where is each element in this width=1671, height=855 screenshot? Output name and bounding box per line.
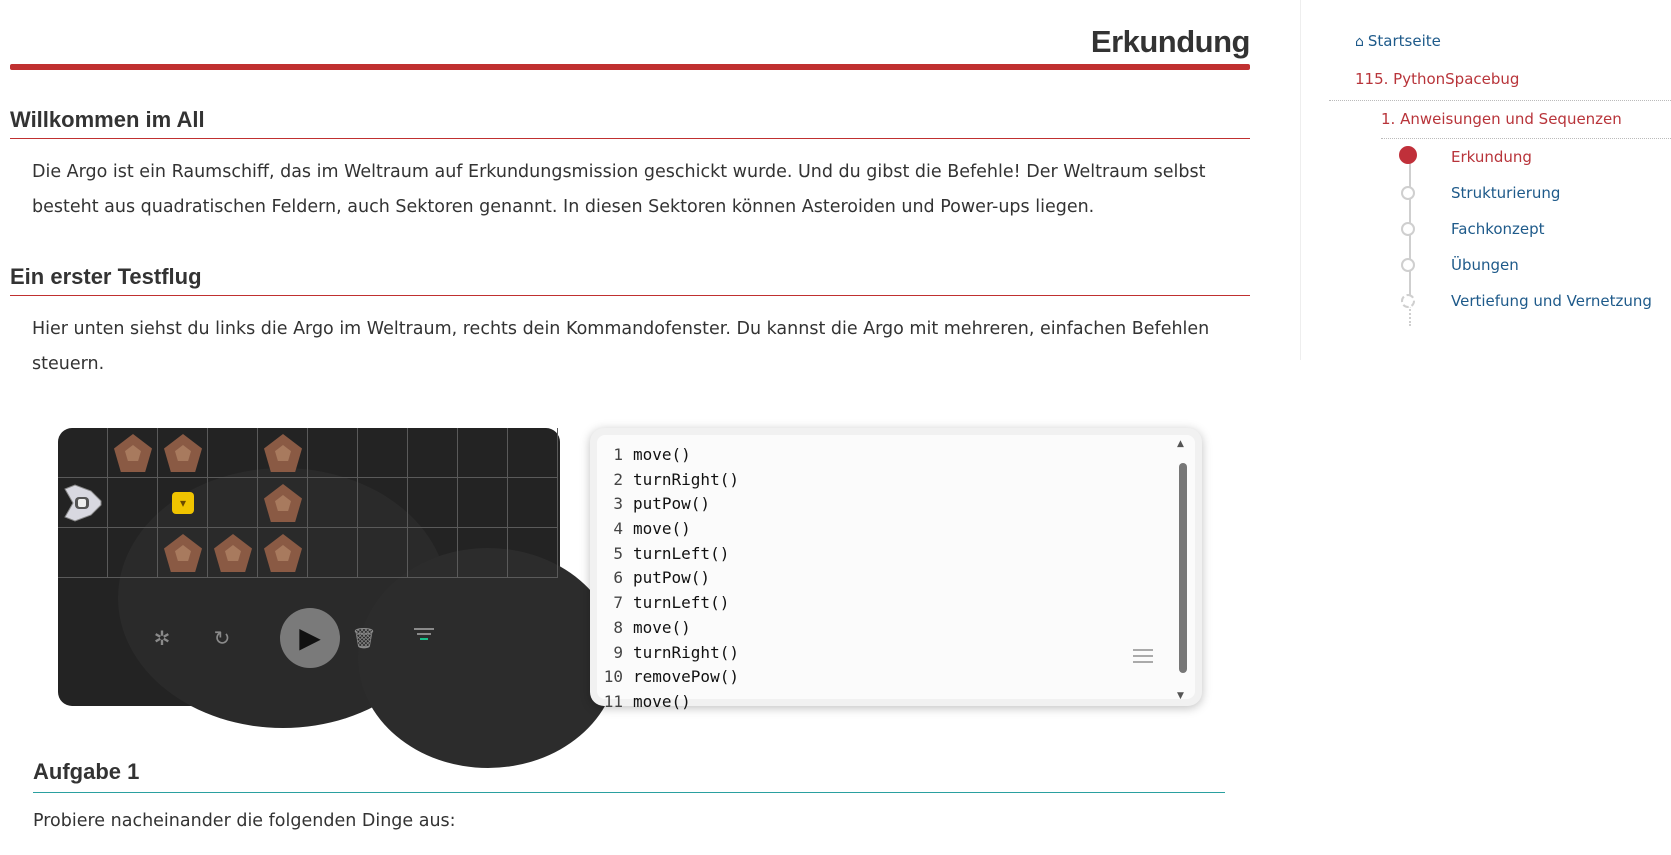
- sidebar-item-erkundung[interactable]: Erkundung: [1451, 148, 1532, 166]
- code-line[interactable]: [597, 641, 739, 666]
- code-line[interactable]: [597, 616, 739, 641]
- code-editor[interactable]: [597, 435, 1195, 711]
- code-text: move(): [633, 691, 691, 711]
- sidebar-home-link[interactable]: [1355, 32, 1441, 50]
- spacebug-widget: [10, 428, 1250, 728]
- code-text: move(): [633, 617, 691, 637]
- section-heading-welcome: Willkommen im All: [10, 106, 1250, 139]
- grid-cell: [408, 528, 458, 578]
- line-number: 10: [603, 667, 623, 687]
- grid-cell: [408, 428, 458, 478]
- main-content: [10, 0, 1250, 728]
- grid-cell: [108, 528, 158, 578]
- code-text: turnRight(): [633, 642, 739, 662]
- progress-dot: [1401, 222, 1415, 236]
- code-line[interactable]: [597, 690, 739, 715]
- grid-cell: [208, 478, 258, 528]
- grid-cell: [108, 478, 158, 528]
- line-number: 8: [613, 617, 623, 637]
- line-number: 4: [613, 519, 623, 539]
- powerup: ▾: [172, 492, 194, 514]
- ship-argo: [61, 481, 105, 525]
- code-line[interactable]: [597, 517, 739, 542]
- code-text: putPow(): [633, 494, 711, 514]
- code-text: removePow(): [633, 667, 739, 687]
- grid-cell: [508, 428, 558, 478]
- code-line[interactable]: [597, 492, 739, 517]
- grid-cell: [308, 528, 358, 578]
- code-text: turnRight(): [633, 469, 739, 489]
- grid-cell: [458, 528, 508, 578]
- home-label: Startseite: [1367, 32, 1441, 50]
- grid-cell: [308, 478, 358, 528]
- sidebar-course-link[interactable]: 115. PythonSpacebug: [1355, 70, 1520, 88]
- progress-dot: [1401, 186, 1415, 200]
- reset-icon[interactable]: ↻: [213, 626, 231, 650]
- line-number: 7: [613, 593, 623, 613]
- sidebar-item-vertiefung[interactable]: Vertiefung und Vernetzung: [1451, 292, 1652, 310]
- scroll-thumb[interactable]: [1179, 463, 1187, 673]
- section-heading-testflight: Ein erster Testflug: [10, 263, 1250, 296]
- scroll-down-icon[interactable]: ▼: [1177, 691, 1184, 701]
- code-line[interactable]: [597, 566, 739, 591]
- line-number: 9: [613, 642, 623, 662]
- line-number: 11: [603, 691, 623, 711]
- grid-cell: [358, 428, 408, 478]
- code-line[interactable]: [597, 591, 739, 616]
- task-text: Probiere nacheinander die folgenden Dinge aus:: [33, 811, 456, 831]
- grid-cell: [408, 478, 458, 528]
- progress-dot: [1401, 258, 1415, 272]
- grid-cell: [458, 428, 508, 478]
- code-text: putPow(): [633, 568, 711, 588]
- code-text: move(): [633, 519, 691, 539]
- grid-cell: [58, 528, 108, 578]
- code-line[interactable]: [597, 468, 739, 493]
- code-text: move(): [633, 445, 691, 464]
- code-lines[interactable]: [597, 443, 739, 715]
- testflight-text: Hier unten siehst du links die Argo im Weltraum, rechts dein Kommandofenster. Du kannst die Argo mit mehreren, einfachen Befehlen steuern.: [32, 319, 1210, 374]
- line-number: 1: [613, 445, 623, 464]
- editor-scrollbar[interactable]: [1177, 439, 1187, 701]
- line-number: 3: [613, 494, 623, 514]
- title-rule: [10, 64, 1250, 70]
- line-number: 2: [613, 469, 623, 489]
- code-line[interactable]: [597, 443, 739, 468]
- line-number: 6: [613, 568, 623, 588]
- divider: [1381, 138, 1671, 139]
- command-window: [590, 428, 1202, 711]
- play-icon: ▶: [299, 621, 321, 654]
- game-panel: [58, 428, 560, 706]
- speed-icon[interactable]: [410, 624, 438, 652]
- random-icon[interactable]: ✲: [153, 626, 171, 650]
- code-line[interactable]: [597, 542, 739, 567]
- code-line[interactable]: [597, 665, 739, 690]
- code-text: turnLeft(): [633, 543, 730, 563]
- progress-dot-active: [1399, 146, 1417, 164]
- sidebar-nav: [1300, 0, 1671, 360]
- divider: [1329, 100, 1671, 101]
- game-controls: [58, 578, 560, 706]
- home-icon: ⌂: [1355, 34, 1364, 50]
- page-title: Erkundung: [1090, 24, 1250, 59]
- trash-icon[interactable]: 🗑: [351, 626, 377, 650]
- line-number: 5: [613, 543, 623, 563]
- grid-cell: [358, 478, 408, 528]
- code-text: turnLeft(): [633, 593, 730, 613]
- hamburger-menu-icon[interactable]: [1133, 645, 1153, 667]
- grid-cell: [208, 428, 258, 478]
- sidebar-item-uebungen[interactable]: Übungen: [1451, 256, 1519, 274]
- task-1: [33, 758, 1225, 831]
- grid-cell: [508, 478, 558, 528]
- task-heading: Aufgabe 1: [33, 758, 1225, 793]
- grid-cell: [58, 428, 108, 478]
- scroll-up-icon[interactable]: ▲: [1177, 439, 1184, 449]
- grid-cell: [508, 528, 558, 578]
- sidebar-chapter-link[interactable]: 1. Anweisungen und Sequenzen: [1381, 110, 1622, 128]
- welcome-text: Die Argo ist ein Raumschiff, das im Weltraum auf Erkundungsmission geschickt wurde. Und du gibst die Befehle! Der Weltraum selbst besteht aus quadratischen Feldern, auch Sektoren genannt. In diesen Sektoren können Asteroiden und Power-ups liegen.: [32, 162, 1206, 217]
- play-button[interactable]: [280, 608, 340, 668]
- sidebar-item-strukturierung[interactable]: Strukturierung: [1451, 184, 1561, 202]
- sidebar-item-fachkonzept[interactable]: Fachkonzept: [1451, 220, 1545, 238]
- progress-dot-dashed: [1401, 294, 1415, 308]
- grid-cell: [308, 428, 358, 478]
- grid-cell: [458, 478, 508, 528]
- speed-icon-graphic: [413, 624, 435, 646]
- grid-cell: [358, 528, 408, 578]
